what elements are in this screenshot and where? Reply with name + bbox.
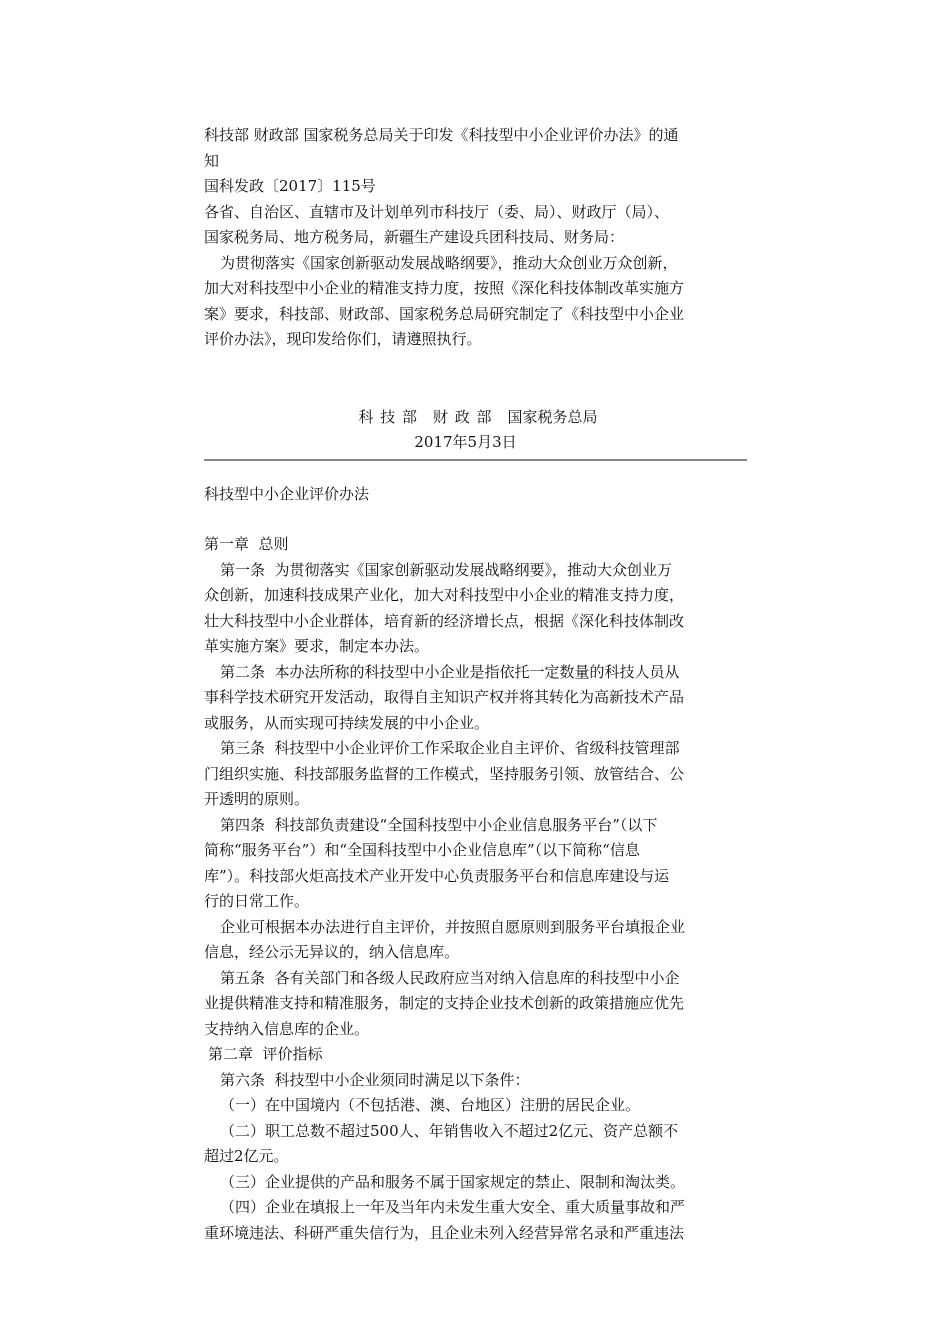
article-4-paragraph-2: [204, 915, 747, 966]
notice-body-line: 加大对科技型中小企业的精准支持力度，按照《深化科技体制改革实施方: [204, 279, 685, 297]
signer-sat: 国家税务总局: [507, 407, 598, 426]
article-line: 众创新，加速科技成果产业化，加大对科技型中小企业的精准支持力度，: [204, 586, 685, 604]
notice-title: [204, 123, 747, 174]
article-line: （四）企业在填报上一年及当年内未发生重大安全、重大质量事故和严: [220, 1198, 686, 1216]
chapter-heading: 第二章 评价指标: [208, 1045, 323, 1063]
addressee-line: 各省、自治区、直辖市及计划单列市科技厅（委、局）、财政厅（局）、: [204, 202, 670, 221]
article-line: 重环境违法、科研严重失信行为，且企业未列入经营异常名录和严重违法: [204, 1223, 685, 1242]
article-line: 第二条 本办法所称的科技型中小企业是指依托一定数量的科技人员从: [220, 662, 680, 681]
article-line: 支持纳入信息库的企业。: [204, 1019, 370, 1038]
article-5: [204, 966, 747, 1043]
article-line: 第一条 为贯彻落实《国家创新驱动发展战略纲要》，推动大众创业万: [220, 560, 673, 579]
condition-item: [204, 1119, 747, 1170]
article-2: [204, 660, 747, 737]
document-page: [204, 123, 747, 1246]
article-1: [204, 558, 747, 660]
signers: [204, 405, 747, 431]
divider: [204, 459, 747, 461]
article-6-intro: 第六条 科技型中小企业须同时满足以下条件：: [220, 1070, 530, 1089]
article-line: 行的日常工作。: [204, 892, 310, 910]
addressee: [204, 200, 747, 251]
article-line: 简称“服务平台”）和“全国科技型中小企业信息库”（以下简称“信息: [204, 841, 640, 859]
article-line: 信息，经公示无异议的，纳入信息库。: [204, 943, 460, 961]
article-line: 第五条 各有关部门和各级人民政府应当对纳入信息库的科技型中小企: [220, 968, 680, 987]
signature-date: 2017年5月3日: [414, 433, 517, 451]
doc-number: 国科发政〔2017〕115号: [204, 177, 376, 195]
notice-body-line: 案》要求，科技部、财政部、国家税务总局研究制定了《科技型中小企业: [204, 304, 685, 323]
notice-body-line: 为贯彻落实《国家创新驱动发展战略纲要》，推动大众创业万众创新，: [220, 253, 678, 272]
article-3: [204, 736, 747, 813]
chapter-heading: 第一章 总则: [204, 535, 289, 553]
article-4: [204, 813, 747, 915]
article-line: 库”）。科技部火炬高技术产业开发中心负责服务平台和信息库建设与运: [204, 866, 670, 885]
notice-body: [204, 251, 747, 353]
notice-body-line: 评价办法》，现印发给你们，请遵照执行。: [204, 330, 482, 348]
article-line: 超过2亿元。: [204, 1147, 289, 1165]
condition-item: （一）在中国境内（不包括港、澳、台地区）注册的居民企业。: [220, 1096, 641, 1114]
condition-item: [204, 1195, 747, 1246]
article-line: 第四条 科技部负责建设“全国科技型中小企业信息服务平台”（以下: [220, 815, 658, 834]
signer-most: 科 技 部: [358, 407, 417, 426]
article-line: 革实施方案》要求，制定本办法。: [204, 637, 430, 655]
condition-item: （三）企业提供的产品和服务不属于国家规定的禁止、限制和淘汰类。: [220, 1172, 686, 1191]
notice-title-line: 科技部 财政部 国家税务总局关于印发《科技型中小企业评价办法》的通: [204, 126, 679, 144]
article-line: 业提供精准支持和精准服务，制定的支持企业技术创新的政策措施应优先: [204, 994, 685, 1012]
notice-title-line: 知: [204, 151, 220, 170]
article-line: 或服务，从而实现可持续发展的中小企业。: [204, 713, 490, 732]
article-line: （二）职工总数不超过500人、年销售收入不超过2亿元、资产总额不: [220, 1121, 679, 1140]
signature-block: [204, 405, 747, 456]
article-line: 开透明的原则。: [204, 790, 310, 808]
addressee-line: 国家税务局、地方税务局，新疆生产建设兵团科技局、财务局：: [204, 228, 625, 246]
spacer: [204, 507, 747, 532]
article-line: 事科学技术研究开发活动，取得自主知识产权并将其转化为高新技术产品: [204, 688, 685, 706]
article-line: 第三条 科技型中小企业评价工作采取企业自主评价、省级科技管理部: [220, 739, 680, 757]
article-line: 门组织实施、科技部服务监督的工作模式，坚持服务引领、放管结合、公: [204, 764, 685, 783]
article-line: 壮大科技型中小企业群体，培育新的经济增长点，根据《深化科技体制改: [204, 611, 685, 630]
signer-mof: 财 政 部: [432, 407, 492, 426]
measures-title: 科技型中小企业评价办法: [204, 484, 370, 503]
article-line: 企业可根据本办法进行自主评价，并按照自愿原则到服务平台填报企业: [220, 917, 686, 936]
